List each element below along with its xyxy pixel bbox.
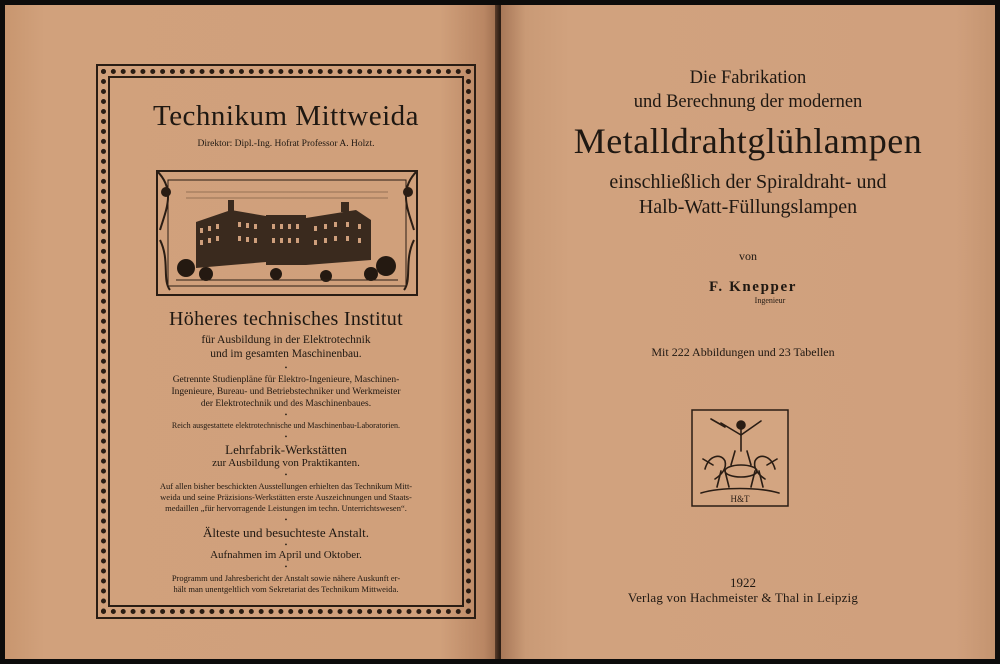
ad-title: Technikum Mittweida xyxy=(153,100,419,132)
separator-dot: • xyxy=(284,541,288,549)
studienplaene-line-3: der Elektrotechnik und des Maschinenbaues. xyxy=(200,399,372,409)
advertisement-content xyxy=(112,80,460,603)
institute-heading: Höheres technisches Institut xyxy=(169,308,403,330)
title-line-1: Die Fabrikation xyxy=(689,68,807,88)
separator-dot: • xyxy=(284,471,288,479)
illustrations-count: Mit 222 Abbildungen und 23 Tabellen xyxy=(651,345,835,359)
studienplaene-line-1: Getrennte Studienpläne für Elektro-Ingenieure, Maschinen- xyxy=(172,375,400,385)
right-page xyxy=(501,5,995,659)
author-title: Ingenieur xyxy=(754,296,786,305)
publisher-mark-label: H&T xyxy=(730,494,750,504)
von-text: von xyxy=(739,249,757,263)
institute-subheading-2: und im gesamten Maschinenbau. xyxy=(210,348,362,360)
ad-director: Direktor: Dipl.-Ing. Hofrat Professor A. Holzt. xyxy=(197,139,375,149)
ausstellungen-line-3: medaillen „für hervorragende Leistungen im techn. Unterrichtswesen“. xyxy=(165,503,407,513)
programm-line-1: Programm und Jahresbericht der Anstalt sowie nähere Auskunft er- xyxy=(171,573,401,583)
aufnahmen-text: Aufnahmen im April und Oktober. xyxy=(210,549,362,561)
subtitle-line-2: Halb-Watt-Füllungslampen xyxy=(638,196,858,218)
publisher-mark-icon xyxy=(691,409,789,507)
institute-building-engraving xyxy=(156,170,418,296)
advertisement-frame xyxy=(96,64,476,619)
aelteste-anstalt: Älteste und besuchteste Anstalt. xyxy=(202,525,370,540)
left-page xyxy=(5,5,499,659)
publication-year: 1922 xyxy=(730,575,756,590)
lehrfabrik-subheading: zur Ausbildung von Praktikanten. xyxy=(212,457,360,469)
programm-line-2: hält man unentgeltlich vom Sekretariat des Technikum Mittweida. xyxy=(173,584,399,594)
author-name: F. Knepper xyxy=(709,279,797,295)
ausstellungen-line-1: Auf allen bisher beschickten Ausstellungen erhielten das Technikum Mitt- xyxy=(159,481,413,491)
institute-subheading-1: für Ausbildung in der Elektrotechnik xyxy=(201,334,371,346)
separator-dot: • xyxy=(284,411,288,419)
publisher-line: Verlag von Hachmeister & Thal in Leipzig xyxy=(627,590,859,605)
laboratories-text: Reich ausgestattete elektrotechnische und Maschinenbau-Laboratorien. xyxy=(171,421,401,430)
studienplaene-line-2: Ingenieure, Bureau- und Betriebstechniker und Werkmeister xyxy=(171,387,401,397)
title-line-2: und Berechnung der modernen xyxy=(633,92,863,112)
main-title: Metalldrahtglühlampen xyxy=(573,121,923,161)
ausstellungen-line-2: weida und seine Präzisions-Werkstätten erste Auszeichnungen und Staats- xyxy=(160,492,412,502)
subtitle-line-1: einschließlich der Spiraldraht- und xyxy=(609,171,887,193)
separator-dot: • xyxy=(284,516,288,524)
separator-dot: • xyxy=(284,364,288,372)
separator-dot: • xyxy=(284,563,288,571)
lehrfabrik-heading: Lehrfabrik-Werkstätten xyxy=(225,442,347,457)
separator-dot: • xyxy=(284,433,288,441)
open-book xyxy=(5,5,995,659)
